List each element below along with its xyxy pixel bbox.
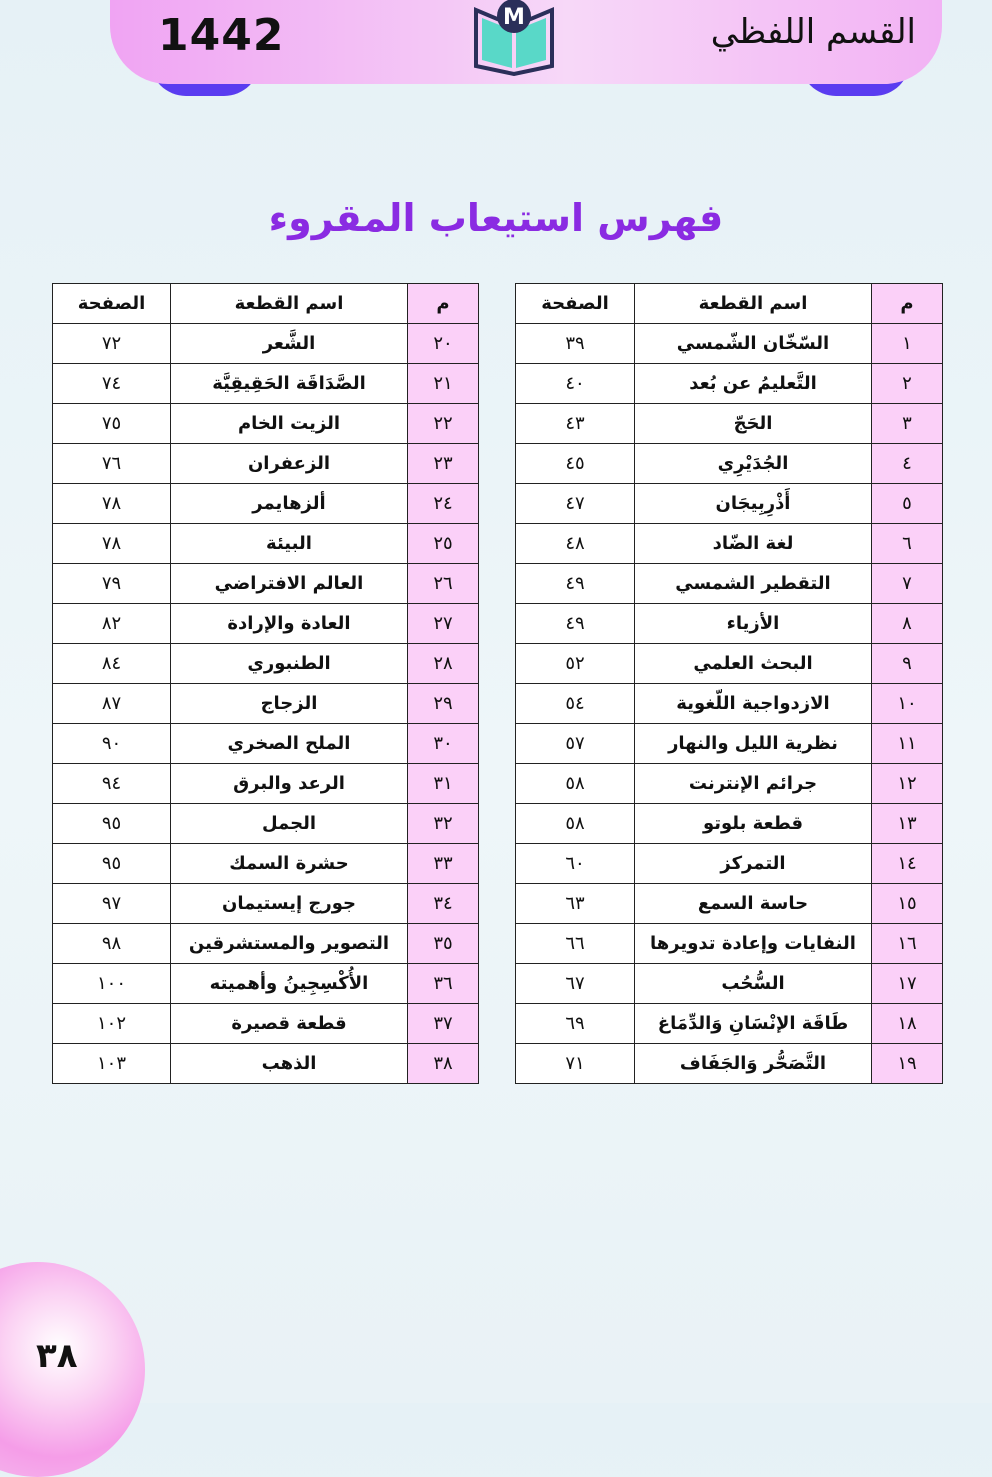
svg-text:M: M xyxy=(503,5,525,30)
passage-name: الجُدَيْرِي xyxy=(635,444,872,484)
passage-name: الزعفران xyxy=(171,444,408,484)
passage-name: الصَّدَاقَة الحَقِيقِيَّة xyxy=(171,364,408,404)
table-row xyxy=(516,1044,943,1084)
passage-name: التَّصَحُّر وَالجَفَاف xyxy=(635,1044,872,1084)
row-number: ١٧ xyxy=(872,964,943,1004)
passage-name: التقطير الشمسي xyxy=(635,564,872,604)
table-header-row xyxy=(516,284,943,324)
table-row xyxy=(53,604,479,644)
passage-name: لغة الضّاد xyxy=(635,524,872,564)
row-number: ٣٣ xyxy=(408,844,479,884)
passage-name: الحَجّ xyxy=(635,404,872,444)
row-number: ١٦ xyxy=(872,924,943,964)
page-number-cell: ١٠٣ xyxy=(53,1044,171,1084)
table-row xyxy=(53,324,479,364)
row-number: ١٠ xyxy=(872,684,943,724)
table-row xyxy=(53,724,479,764)
row-number: ٣٧ xyxy=(408,1004,479,1044)
row-number: ٣٤ xyxy=(408,884,479,924)
table-header-row xyxy=(53,284,479,324)
table-row xyxy=(516,724,943,764)
page-number-cell: ٣٩ xyxy=(516,324,635,364)
passage-name: أَذْرِبِيجَان xyxy=(635,484,872,524)
passage-name: النفايات وإعادة تدويرها xyxy=(635,924,872,964)
row-number: ٧ xyxy=(872,564,943,604)
page-number-cell: ٩٨ xyxy=(53,924,171,964)
page-number-cell: ٦٦ xyxy=(516,924,635,964)
row-number: ٣ xyxy=(872,404,943,444)
table-row xyxy=(53,564,479,604)
table-row xyxy=(516,604,943,644)
page-number-cell: ٥٢ xyxy=(516,644,635,684)
page-number-cell: ٧٥ xyxy=(53,404,171,444)
row-number: ٢٣ xyxy=(408,444,479,484)
page-number-cell: ٤٨ xyxy=(516,524,635,564)
page-number-cell: ٦٧ xyxy=(516,964,635,1004)
table-row xyxy=(516,964,943,1004)
row-number: ٥ xyxy=(872,484,943,524)
table-row xyxy=(516,804,943,844)
row-number: ٣٨ xyxy=(408,1044,479,1084)
table-row xyxy=(516,444,943,484)
index-table-right xyxy=(515,283,943,1084)
table-row xyxy=(53,844,479,884)
row-number: ٢١ xyxy=(408,364,479,404)
row-number: ٣٥ xyxy=(408,924,479,964)
table-row xyxy=(53,764,479,804)
page-number-cell: ٧١ xyxy=(516,1044,635,1084)
passage-name: قطعة بلوتو xyxy=(635,804,872,844)
page-number-cell: ٤٧ xyxy=(516,484,635,524)
page-number-cell: ٦٠ xyxy=(516,844,635,884)
passage-name: التَّعليمُ عن بُعد xyxy=(635,364,872,404)
row-number: ٨ xyxy=(872,604,943,644)
table-row xyxy=(53,684,479,724)
passage-name: جرائم الإنترنت xyxy=(635,764,872,804)
table-row xyxy=(516,844,943,884)
table-row xyxy=(516,524,943,564)
page-number-cell: ٨٤ xyxy=(53,644,171,684)
page-header xyxy=(110,0,942,84)
row-number: ٢٧ xyxy=(408,604,479,644)
passage-name: الأُكْسِجِينُ وأهميته xyxy=(171,964,408,1004)
table-row xyxy=(516,324,943,364)
row-number: ٢٥ xyxy=(408,524,479,564)
row-number: ١٩ xyxy=(872,1044,943,1084)
page-number-cell: ٩٥ xyxy=(53,804,171,844)
passage-name: الطنبوري xyxy=(171,644,408,684)
row-number: ١٨ xyxy=(872,1004,943,1044)
page-number-cell: ٧٢ xyxy=(53,324,171,364)
header-name: اسم القطعة xyxy=(635,284,872,324)
passage-name: الشَّعر xyxy=(171,324,408,364)
page-number-cell: ٨٢ xyxy=(53,604,171,644)
table-row xyxy=(516,1004,943,1044)
page-number-cell: ٩٤ xyxy=(53,764,171,804)
passage-name: الملح الصخري xyxy=(171,724,408,764)
table-row xyxy=(53,1004,479,1044)
page-number-cell: ٩٧ xyxy=(53,884,171,924)
page-number-cell: ٥٤ xyxy=(516,684,635,724)
row-number: ٢٩ xyxy=(408,684,479,724)
passage-name: الرعد والبرق xyxy=(171,764,408,804)
page-number-cell: ٩٠ xyxy=(53,724,171,764)
row-number: ٣٦ xyxy=(408,964,479,1004)
page-number-cell: ٧٩ xyxy=(53,564,171,604)
passage-name: السّخّان الشّمسي xyxy=(635,324,872,364)
table-row xyxy=(53,444,479,484)
page-title: فهرس استيعاب المقروء xyxy=(268,196,724,240)
table-row xyxy=(516,364,943,404)
page-number-cell: ١٠٠ xyxy=(53,964,171,1004)
book-letter-m-icon xyxy=(468,0,560,76)
page-number-cell: ٨٧ xyxy=(53,684,171,724)
passage-name: حاسة السمع xyxy=(635,884,872,924)
page-number-cell: ٩٥ xyxy=(53,844,171,884)
year-label: 1442 xyxy=(158,10,285,61)
table-row xyxy=(516,884,943,924)
header-num: م xyxy=(408,284,479,324)
passage-name: التصوير والمستشرقين xyxy=(171,924,408,964)
page-number: ٣٨ xyxy=(36,1336,78,1376)
row-number: ٢ xyxy=(872,364,943,404)
page-number-cell: ٤٠ xyxy=(516,364,635,404)
table-row xyxy=(516,644,943,684)
passage-name: الأزياء xyxy=(635,604,872,644)
row-number: ٤ xyxy=(872,444,943,484)
page-number-cell: ٦٣ xyxy=(516,884,635,924)
table-row xyxy=(516,684,943,724)
row-number: ٢٨ xyxy=(408,644,479,684)
table-row xyxy=(53,964,479,1004)
passage-name: طَاقَة الإنْسَانِ وَالدِّمَاغ xyxy=(635,1004,872,1044)
row-number: ٣٢ xyxy=(408,804,479,844)
index-table-left xyxy=(52,283,479,1084)
table-row xyxy=(516,404,943,444)
table-row xyxy=(516,924,943,964)
page-number-cell: ٥٨ xyxy=(516,804,635,844)
passage-name: التمركز xyxy=(635,844,872,884)
passage-name: السُّحُب xyxy=(635,964,872,1004)
section-title: القسم اللفظي xyxy=(710,12,916,52)
passage-name: حشرة السمك xyxy=(171,844,408,884)
table-row xyxy=(53,1044,479,1084)
header-page: الصفحة xyxy=(516,284,635,324)
header-page: الصفحة xyxy=(53,284,171,324)
row-number: ١ xyxy=(872,324,943,364)
header-name: اسم القطعة xyxy=(171,284,408,324)
passage-name: الزيت الخام xyxy=(171,404,408,444)
passage-name: العالم الافتراضي xyxy=(171,564,408,604)
page-number-cell: ٤٩ xyxy=(516,564,635,604)
table-row xyxy=(53,484,479,524)
page-number-cell: ٧٦ xyxy=(53,444,171,484)
passage-name: قطعة قصيرة xyxy=(171,1004,408,1044)
page-number-cell: ٤٥ xyxy=(516,444,635,484)
page-number-cell: ٧٨ xyxy=(53,484,171,524)
passage-name: الذهب xyxy=(171,1044,408,1084)
passage-name: الزجاج xyxy=(171,684,408,724)
page-number-cell: ٦٩ xyxy=(516,1004,635,1044)
passage-name: البحث العلمي xyxy=(635,644,872,684)
table-row xyxy=(516,764,943,804)
page-number-cell: ٥٨ xyxy=(516,764,635,804)
table-row xyxy=(516,564,943,604)
row-number: ٦ xyxy=(872,524,943,564)
page-number-cell: ٥٧ xyxy=(516,724,635,764)
passage-name: جورج إيستيمان xyxy=(171,884,408,924)
row-number: ٩ xyxy=(872,644,943,684)
row-number: ٢٢ xyxy=(408,404,479,444)
table-row xyxy=(53,924,479,964)
page-number-cell: ١٠٢ xyxy=(53,1004,171,1044)
page-number-cell: ٧٤ xyxy=(53,364,171,404)
row-number: ١١ xyxy=(872,724,943,764)
passage-name: البيئة xyxy=(171,524,408,564)
row-number: ٢٦ xyxy=(408,564,479,604)
table-row xyxy=(53,644,479,684)
passage-name: ألزهايمر xyxy=(171,484,408,524)
table-row xyxy=(53,524,479,564)
row-number: ١٤ xyxy=(872,844,943,884)
page-number-cell: ٧٨ xyxy=(53,524,171,564)
table-row xyxy=(53,804,479,844)
passage-name: الازدواجية اللّغوية xyxy=(635,684,872,724)
row-number: ١٥ xyxy=(872,884,943,924)
row-number: ٣١ xyxy=(408,764,479,804)
table-row xyxy=(53,404,479,444)
row-number: ١٣ xyxy=(872,804,943,844)
page-number-cell: ٤٣ xyxy=(516,404,635,444)
passage-name: الجمل xyxy=(171,804,408,844)
passage-name: نظرية الليل والنهار xyxy=(635,724,872,764)
passage-name: العادة والإرادة xyxy=(171,604,408,644)
header-num: م xyxy=(872,284,943,324)
row-number: ٢٤ xyxy=(408,484,479,524)
page-number-cell: ٤٩ xyxy=(516,604,635,644)
table-row xyxy=(53,364,479,404)
row-number: ٢٠ xyxy=(408,324,479,364)
table-row xyxy=(516,484,943,524)
row-number: ١٢ xyxy=(872,764,943,804)
row-number: ٣٠ xyxy=(408,724,479,764)
table-row xyxy=(53,884,479,924)
